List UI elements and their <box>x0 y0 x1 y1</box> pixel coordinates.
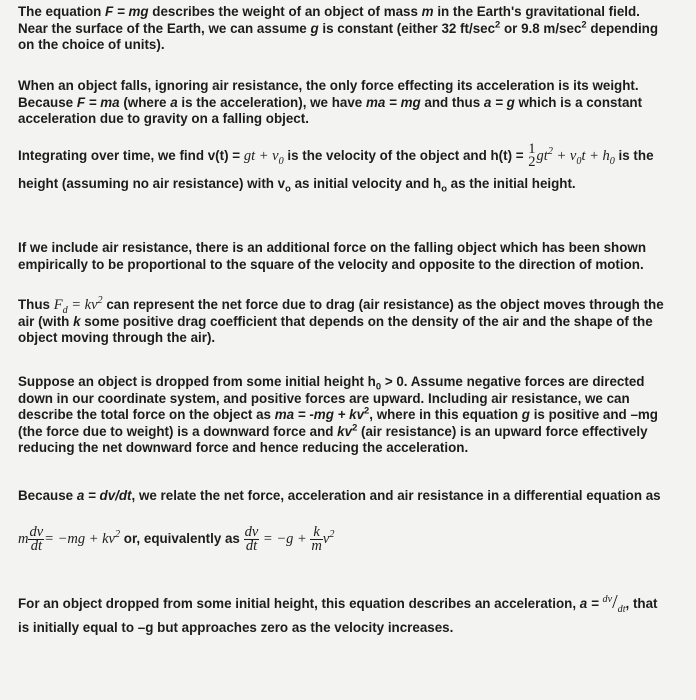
text: is the height (assuming no air resistance) with v <box>18 148 654 191</box>
text: as the initial height. <box>446 176 576 191</box>
fraction-k-m: $\frac{k}{m}$ <box>311 524 322 554</box>
formula-a-equals: a = <box>579 596 603 611</box>
text: Thus <box>18 297 54 312</box>
text: > 0. Assume negative forces are directed down in our coordinate system, and positive forces are upward. Including air resistance, we can describe the total force on the object as <box>18 374 645 422</box>
differential-equation <box>18 526 668 553</box>
text: is the acceleration), we have <box>177 94 366 110</box>
paragraph-differential-intro <box>18 488 668 505</box>
paragraph-no-air-resistance <box>18 78 668 128</box>
superscript: 2 <box>581 19 587 30</box>
text: is the velocity of the object and h(t) = <box>283 148 528 163</box>
text: in the Earth's gravitational field. Near the surface of the Earth, we can assume <box>18 4 640 36</box>
text: For an object dropped from some initial height, this equation describes an acceleration, <box>18 596 580 611</box>
paragraph-conclusion <box>18 590 668 640</box>
v-squared: $v^2$ <box>322 529 335 548</box>
text: can represent the net force due to drag (air resistance) as the object moves through the air (with <box>18 297 664 329</box>
text: When an object falls, ignoring air resistance, the only force effecting its acceleration is its weight. Because <box>18 78 639 110</box>
superscript: 2 <box>495 19 501 30</box>
fraction-dv-dt: $\frac{dv}{dt}$ <box>29 524 44 554</box>
formula-a-dvdt: a = dv/dt <box>76 488 132 503</box>
text: or 9.8 m/sec <box>500 20 582 36</box>
var-a: a <box>170 94 178 110</box>
text: Integrating over time, we find v(t) = <box>18 148 244 163</box>
var-kv: kv <box>337 423 353 439</box>
text: some positive drag coefficient that depends on the density of the air and the shape of the object moving through the air). <box>18 313 653 345</box>
text: is constant (either 32 ft/sec <box>318 20 496 36</box>
text: , that is initially equal to –g but approaches zero as the velocity increases. <box>18 596 658 635</box>
var-k: k <box>73 313 81 329</box>
text: , where in this equation <box>369 407 522 422</box>
paragraph-dropped-object: Suppose an object is dropped from some initial height $h_0 > 0$. Assume negative forces are directed down in our coordinate system, and positive forces are upward. Including air resistance, we can describe the total force on the object as ma = $-mg + kv^2$, where in this equation g is positive and –mg (the force due to weight) is a downward force and $kv^2$ (air resistance) is an upward force effectively reducing the net downward force and hence reducing the acceleration. <box>18 374 658 455</box>
formula-fd: $F_d = kv^2$ <box>53 295 103 316</box>
formula-f-ma: F = ma <box>76 94 120 110</box>
text: as initial velocity and h <box>290 176 442 191</box>
fraction-one-half: 1 2 <box>528 141 536 171</box>
text: is positive and –mg (the force due to weight) is a downward force and <box>18 407 658 439</box>
text: , we relate the net force, acceleration and air resistance in a differential equation as <box>131 488 661 503</box>
text: (air resistance) is an upward force effectively reducing the net downward force and hence reducing the acceleration. <box>18 423 648 455</box>
formula-ma-mg: ma = mg <box>365 94 421 110</box>
velocity-formula: gt + $v_0$ <box>243 148 284 167</box>
formula-dv-over-dt: $^{dv}/_{dt}$ <box>602 591 626 615</box>
text: Because <box>18 488 77 503</box>
paragraph-weight-equation <box>18 4 668 54</box>
text: describes the weight of an object of mass <box>148 4 422 19</box>
var-m: m <box>18 531 29 548</box>
paragraph-air-resistance <box>18 240 668 273</box>
var-g: g <box>310 20 319 36</box>
fraction-dv-dt-2: $\frac{dv}{dt}$ <box>244 524 259 554</box>
text: If we include air resistance, there is an additional force on the falling object which has been shown empirically to be proportional to the square of the velocity and opposite to the direction of motion. <box>18 240 647 272</box>
height-formula: $gt^2 + v_0t + h_0$ <box>536 146 615 167</box>
text: which is a constant acceleration due to gravity on a falling object. <box>18 94 643 126</box>
paragraph-integration: Integrating over time, we find v(t) = gt + $v_0$ is the velocity of the object and h(t) = 1 2 $gt^2 + v_0t + h_0$ is the height (assuming no air resistance) with $v_o$ as initial velocity and $h_o$ as the initial height. <box>18 141 654 194</box>
formula-a-g: a = g <box>483 94 515 110</box>
text-equivalently: or, equivalently as <box>120 531 244 547</box>
var-m: m <box>421 4 434 19</box>
text: and thus <box>420 94 484 110</box>
var-g: g <box>521 407 530 422</box>
rhs-equation-1: = $-mg + kv^2$ <box>44 529 121 548</box>
rhs-equation-2: = −g + <box>259 531 311 548</box>
paragraph-drag-force <box>18 297 668 347</box>
text: (where <box>119 94 171 110</box>
text: Suppose an object is dropped from some initial height h <box>18 374 376 389</box>
text: The equation <box>18 4 106 19</box>
text: depending on the choice of units). <box>18 20 659 52</box>
formula-net-force: ma = -mg + kv <box>274 407 365 422</box>
formula-f-mg: F = mg <box>105 4 149 19</box>
